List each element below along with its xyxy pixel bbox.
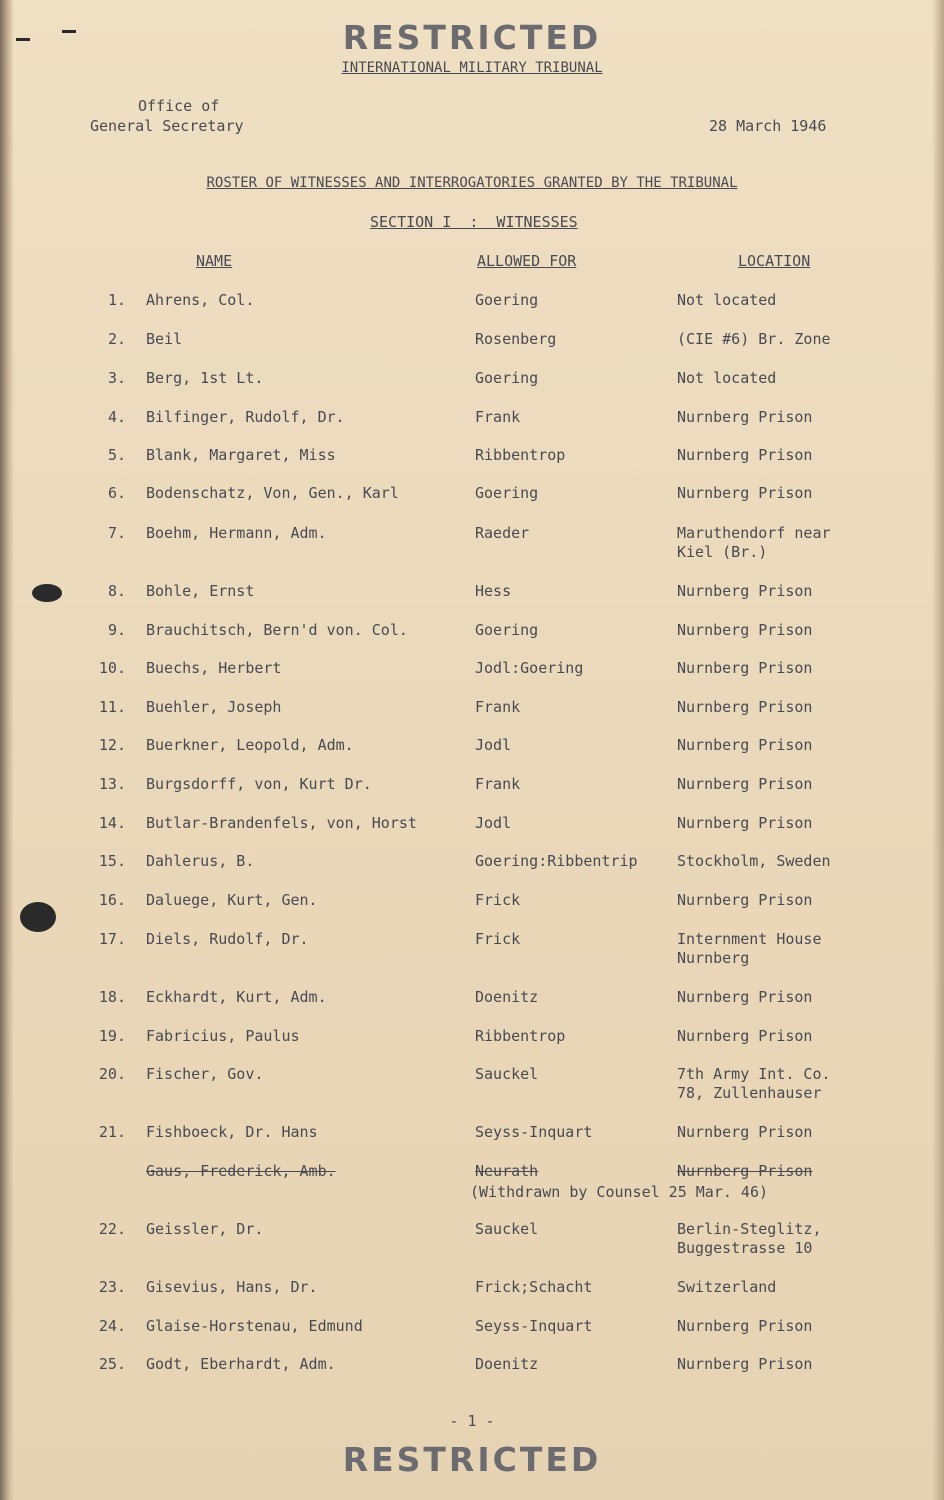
allowed-for: Jodl bbox=[475, 814, 512, 832]
allowed-for: Frick bbox=[475, 930, 521, 948]
table-row bbox=[0, 621, 944, 661]
allowed-for: Sauckel bbox=[475, 1220, 539, 1238]
table-row bbox=[0, 736, 944, 776]
witness-location: Nurnberg Prison bbox=[677, 1317, 813, 1335]
allowed-for: Goering bbox=[475, 484, 539, 502]
office-line1: Office of bbox=[138, 97, 220, 115]
table-row bbox=[0, 852, 944, 892]
allowed-for: Frank bbox=[475, 775, 521, 793]
section-title: SECTION I : WITNESSES bbox=[370, 213, 578, 231]
roster-title: ROSTER OF WITNESSES AND INTERROGATORIES GRANTED BY THE TRIBUNAL bbox=[206, 175, 738, 191]
office-line2: General Secretary bbox=[90, 117, 244, 135]
allowed-for: Doenitz bbox=[475, 988, 539, 1006]
page-number: - 1 - bbox=[449, 1412, 495, 1430]
table-row bbox=[0, 698, 944, 738]
witness-location: Nurnberg Prison bbox=[677, 891, 813, 909]
allowed-for: Jodl:Goering bbox=[475, 659, 584, 677]
witness-name: Bilfinger, Rudolf, Dr. bbox=[146, 408, 345, 426]
witness-name: Fischer, Gov. bbox=[146, 1065, 264, 1083]
row-number: 6. bbox=[107, 484, 126, 502]
restricted-stamp-bottom: RESTRICTED bbox=[342, 1440, 602, 1479]
witness-name: Buerkner, Leopold, Adm. bbox=[146, 736, 354, 754]
table-row bbox=[0, 891, 944, 931]
table-row bbox=[0, 484, 944, 524]
witness-name: Boehm, Hermann, Adm. bbox=[146, 524, 327, 542]
row-number: 1. bbox=[107, 291, 126, 309]
witness-name: Dahlerus, B. bbox=[146, 852, 255, 870]
allowed-for: Goering bbox=[475, 369, 539, 387]
witness-name: Eckhardt, Kurt, Adm. bbox=[146, 988, 327, 1006]
allowed-for: Frick bbox=[475, 891, 521, 909]
witness-location: Nurnberg Prison bbox=[677, 698, 813, 716]
witness-location: Switzerland bbox=[677, 1278, 777, 1296]
row-number: 23. bbox=[98, 1278, 126, 1296]
witness-location: Nurnberg Prison bbox=[677, 582, 813, 600]
witness-location: Nurnberg Prison bbox=[677, 988, 813, 1006]
row-number: 19. bbox=[98, 1027, 126, 1045]
witness-location: Nurnberg Prison bbox=[677, 1027, 813, 1045]
witness-location: Nurnberg Prison bbox=[677, 408, 813, 426]
allowed-for: Frick;Schacht bbox=[475, 1278, 593, 1296]
row-number: 10. bbox=[98, 659, 126, 677]
witness-name: Buehler, Joseph bbox=[146, 698, 282, 716]
row-number: 11. bbox=[98, 698, 126, 716]
allowed-for: Frank bbox=[475, 698, 521, 716]
witness-name: Gaus, Frederick, Amb. bbox=[146, 1162, 336, 1180]
row-number: 17. bbox=[98, 930, 126, 948]
row-number: 8. bbox=[107, 582, 126, 600]
witness-name: Buechs, Herbert bbox=[146, 659, 282, 677]
witness-location: Stockholm, Sweden bbox=[677, 852, 831, 870]
tribunal-title: INTERNATIONAL MILITARY TRIBUNAL bbox=[341, 60, 603, 76]
row-number: 20. bbox=[98, 1065, 126, 1083]
column-header-name: NAME bbox=[196, 252, 233, 270]
row-number: 12. bbox=[98, 736, 126, 754]
allowed-for: Doenitz bbox=[475, 1355, 539, 1373]
column-header-allowed-for: ALLOWED FOR bbox=[477, 252, 577, 270]
row-number: 24. bbox=[98, 1317, 126, 1335]
table-row bbox=[0, 524, 944, 564]
allowed-for: Goering bbox=[475, 621, 539, 639]
table-row bbox=[0, 408, 944, 448]
witness-name: Gisevius, Hans, Dr. bbox=[146, 1278, 318, 1296]
witness-name: Godt, Eberhardt, Adm. bbox=[146, 1355, 336, 1373]
row-number: 25. bbox=[98, 1355, 126, 1373]
table-row bbox=[0, 1355, 944, 1395]
table-row bbox=[0, 1220, 944, 1260]
witness-location: Nurnberg Prison bbox=[677, 1162, 813, 1180]
witness-location: 7th Army Int. Co. 78, Zullenhauser bbox=[677, 1065, 831, 1102]
witness-location: Nurnberg Prison bbox=[677, 736, 813, 754]
allowed-for: Sauckel bbox=[475, 1065, 539, 1083]
witness-location: Nurnberg Prison bbox=[677, 621, 813, 639]
table-row bbox=[0, 988, 944, 1028]
row-number: 15. bbox=[98, 852, 126, 870]
row-number: 22. bbox=[98, 1220, 126, 1238]
witness-name: Fishboeck, Dr. Hans bbox=[146, 1123, 318, 1141]
row-number: 2. bbox=[107, 330, 126, 348]
table-row bbox=[0, 1278, 944, 1318]
allowed-for: Goering:Ribbentrip bbox=[475, 852, 638, 870]
row-number: 16. bbox=[98, 891, 126, 909]
allowed-for: Neurath bbox=[475, 1162, 539, 1180]
witness-name: Burgsdorff, von, Kurt Dr. bbox=[146, 775, 372, 793]
allowed-for: Rosenberg bbox=[475, 330, 557, 348]
table-row bbox=[0, 1027, 944, 1067]
row-number: 7. bbox=[107, 524, 126, 542]
restricted-stamp-top: RESTRICTED bbox=[342, 18, 602, 57]
allowed-for: Ribbentrop bbox=[475, 446, 566, 464]
witness-location: Not located bbox=[677, 291, 777, 309]
witness-location: Not located bbox=[677, 369, 777, 387]
row-number: 13. bbox=[98, 775, 126, 793]
witness-location: Internment House Nurnberg bbox=[677, 930, 822, 967]
column-header-location: LOCATION bbox=[738, 252, 811, 270]
witness-location: Nurnberg Prison bbox=[677, 814, 813, 832]
witness-name: Bodenschatz, Von, Gen., Karl bbox=[146, 484, 399, 502]
allowed-for: Hess bbox=[475, 582, 512, 600]
allowed-for: Raeder bbox=[475, 524, 530, 542]
allowed-for: Jodl bbox=[475, 736, 512, 754]
table-row bbox=[0, 291, 944, 331]
allowed-for: Seyss-Inquart bbox=[475, 1123, 593, 1141]
row-number: 14. bbox=[98, 814, 126, 832]
witness-location: Nurnberg Prison bbox=[677, 484, 813, 502]
table-row bbox=[0, 775, 944, 815]
row-number: 18. bbox=[98, 988, 126, 1006]
table-row bbox=[0, 369, 944, 409]
allowed-for: Goering bbox=[475, 291, 539, 309]
table-row bbox=[0, 582, 944, 622]
table-row bbox=[0, 330, 944, 370]
witness-name: Diels, Rudolf, Dr. bbox=[146, 930, 309, 948]
witness-location: Nurnberg Prison bbox=[677, 446, 813, 464]
row-number: 5. bbox=[107, 446, 126, 464]
allowed-for: Ribbentrop bbox=[475, 1027, 566, 1045]
witness-name: Geissler, Dr. bbox=[146, 1220, 264, 1238]
witness-name: Ahrens, Col. bbox=[146, 291, 255, 309]
witness-name: Butlar-Brandenfels, von, Horst bbox=[146, 814, 417, 832]
witness-location: Maruthendorf near Kiel (Br.) bbox=[677, 524, 831, 561]
witness-location: (CIE #6) Br. Zone bbox=[677, 330, 831, 348]
row-number: 9. bbox=[107, 621, 126, 639]
witness-name: Glaise-Horstenau, Edmund bbox=[146, 1317, 363, 1335]
table-row bbox=[0, 1317, 944, 1357]
withdrawn-note: (Withdrawn by Counsel 25 Mar. 46) bbox=[470, 1183, 769, 1201]
witness-name: Bohle, Ernst bbox=[146, 582, 255, 600]
row-number: 4. bbox=[107, 408, 126, 426]
witness-name: Berg, 1st Lt. bbox=[146, 369, 264, 387]
table-row bbox=[0, 1123, 944, 1163]
witness-location: Nurnberg Prison bbox=[677, 775, 813, 793]
witness-name: Beil bbox=[146, 330, 183, 348]
table-row bbox=[0, 1065, 944, 1105]
table-row bbox=[0, 814, 944, 854]
table-row bbox=[0, 930, 944, 970]
table-row bbox=[0, 446, 944, 486]
row-number: 21. bbox=[98, 1123, 126, 1141]
row-number: 3. bbox=[107, 369, 126, 387]
allowed-for: Seyss-Inquart bbox=[475, 1317, 593, 1335]
table-row bbox=[0, 659, 944, 699]
witness-name: Brauchitsch, Bern'd von. Col. bbox=[146, 621, 408, 639]
witness-name: Daluege, Kurt, Gen. bbox=[146, 891, 318, 909]
witness-location: Berlin-Steglitz, Buggestrasse 10 bbox=[677, 1220, 822, 1257]
witness-location: Nurnberg Prison bbox=[677, 1123, 813, 1141]
witness-location: Nurnberg Prison bbox=[677, 1355, 813, 1373]
witness-name: Fabricius, Paulus bbox=[146, 1027, 300, 1045]
witness-location: Nurnberg Prison bbox=[677, 659, 813, 677]
witness-name: Blank, Margaret, Miss bbox=[146, 446, 336, 464]
allowed-for: Frank bbox=[475, 408, 521, 426]
document-date: 28 March 1946 bbox=[709, 117, 827, 135]
